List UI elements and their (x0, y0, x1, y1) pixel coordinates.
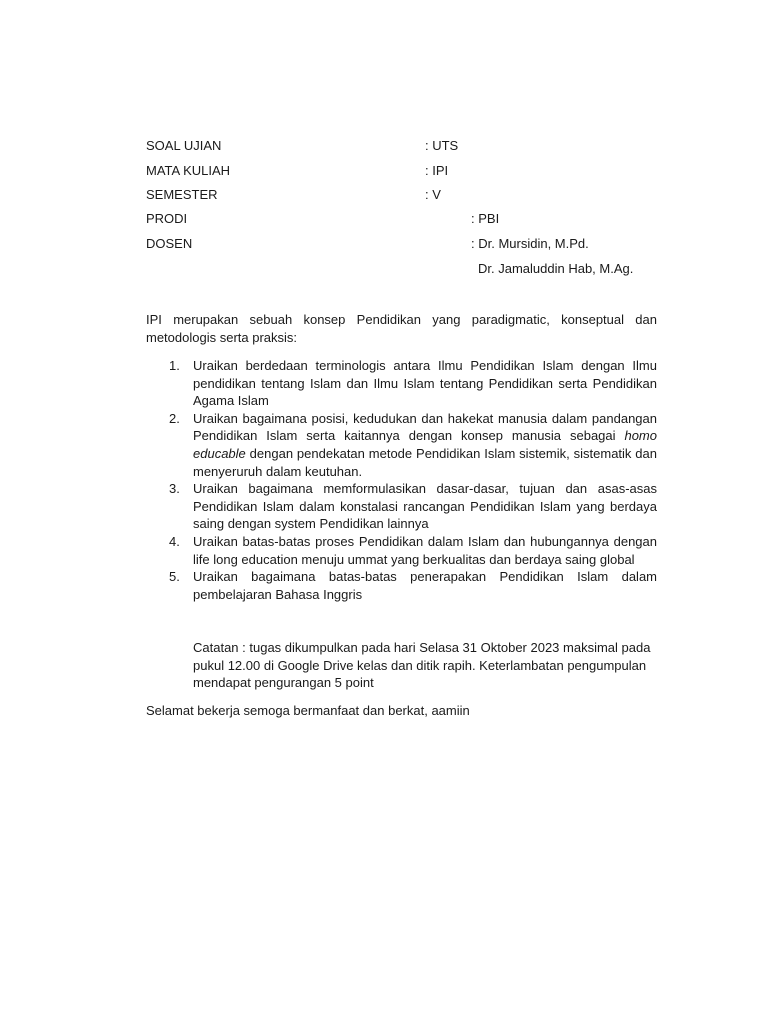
list-number: 4. (169, 533, 180, 549)
question-text-part: Uraikan bagaimana posisi, kedudukan dan hakekat manusia dalam pandangan Pendidikan Islam serta kaitannya dengan konsep manusia sebagai (193, 410, 657, 444)
list-item (146, 533, 657, 568)
list-number: 3. (169, 481, 180, 497)
header-value: : IPI (425, 163, 449, 178)
closing-line: Selamat bekerja semoga bermanfaat dan berkat, aamiin (146, 703, 470, 718)
list-item (146, 357, 657, 410)
question-text-italic: homo educable (193, 428, 657, 461)
list-number: 2. (169, 410, 180, 426)
header-label: MATA KULIAH (146, 163, 231, 178)
list-number: 1. (169, 358, 180, 373)
list-item (146, 568, 657, 603)
question-text-part: dengan pendekatan metode Pendidikan Islam sistemik, sistematik dan menyeruruh dalam keutuhan. (193, 445, 657, 479)
question-text: Uraikan bagaimana memformulasikan dasar-dasar, tujuan dan asas-asas Pendidikan Islam dalam konstalasi rancangan Pendidikan Islam yang berdaya saing dengan system Pendidikan lainnya (193, 481, 657, 532)
header-value: Dr. Jamaluddin Hab, M.Ag. (478, 261, 634, 276)
question-text: Uraikan batas-batas proses Pendidikan dalam Islam dan hubungannya dengan life long education menuju ummat yang berkualitas dan berdaya saing global (193, 533, 657, 567)
header-value: : Dr. Mursidin, M.Pd. (471, 236, 589, 251)
header-label: SOAL UJIAN (146, 138, 222, 153)
note-paragraph: Catatan : tugas dikumpulkan pada hari Selasa 31 Oktober 2023 maksimal pada pukul 12.00 di Google Drive kelas dan ditik rapih. Keterlambatan pengumpulan mendapat pengurangan 5 point (193, 640, 651, 691)
intro-paragraph: IPI merupakan sebuah konsep Pendidikan yang paradigmatic, konseptual dan metodologis serta praksis: (146, 312, 657, 345)
list-number: 5. (169, 569, 180, 585)
question-list (146, 357, 657, 603)
header-label: SEMESTER (146, 187, 218, 202)
question-text: Uraikan berdedaan terminologis antara Ilmu Pendidikan Islam dengan Ilmu pendidikan tentang Islam dan Ilmu Islam tentang Pendidikan serta Pendidikan Agama Islam (193, 358, 657, 409)
list-item (146, 480, 657, 533)
question-text (193, 411, 657, 479)
header-value: : V (425, 187, 441, 202)
header-label: PRODI (146, 211, 188, 226)
header-label: DOSEN (146, 236, 193, 251)
header-value: : PBI (471, 211, 500, 226)
question-text: Uraikan bagaimana batas-batas penerapakan Pendidikan Islam dalam pembelajaran Bahasa Inggris (193, 569, 657, 602)
header-value: : UTS (425, 138, 459, 153)
list-item (146, 410, 657, 480)
